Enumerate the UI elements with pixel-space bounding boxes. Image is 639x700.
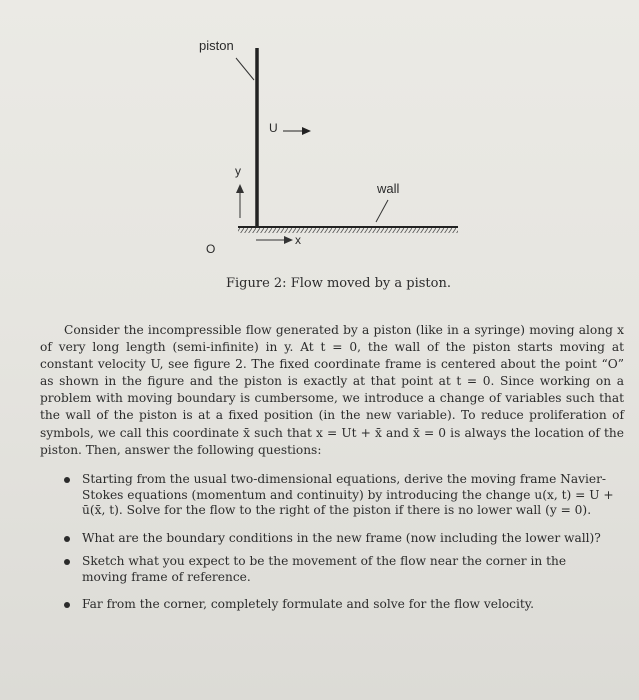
question-item: Far from the corner, completely formulate and solve for the flow velocity. xyxy=(64,597,614,613)
x-axis-label: x xyxy=(295,233,301,247)
y-axis-label: y xyxy=(235,164,241,178)
x-axis-arrowhead xyxy=(284,236,293,244)
wall-pointer xyxy=(376,200,388,222)
origin-label: O xyxy=(206,242,216,256)
problem-paragraph: Consider the incompressible flow generated by a piston (like in a syringe) moving along x of very long length (semi-infinite) in y. At t = 0, the wall of the piston starts moving at constant velocity U, see figure 2. The fixed coordinate frame is centered about the point “O” as shown in the figure and the piston is exactly at that point at t = 0. Since working on a problem with moving boundary is cumbersome, we introduce a change of variables such that the wall of the piston is at a fixed position (in the new variable). To reduce proliferation of symbols, we call this coordinate x̄ such that x = Ut + x̄ and x̄ = 0 is always the location of the piston. Then, answer the following questions: xyxy=(40,323,624,457)
figure-caption: Figure 2: Flow moved by a piston. xyxy=(226,276,451,291)
piston-label: piston xyxy=(199,38,234,53)
question-item: What are the boundary conditions in the new frame (now including the lower wall)? xyxy=(64,531,614,547)
question-item: Sketch what you expect to be the movement of the flow near the corner in the moving frame of reference. xyxy=(64,554,614,585)
piston-pointer xyxy=(236,58,254,80)
piston-figure xyxy=(0,0,639,270)
velocity-label: U xyxy=(269,121,278,135)
y-axis-arrowhead xyxy=(236,184,244,193)
wall-label: wall xyxy=(377,181,400,196)
velocity-arrowhead xyxy=(302,127,311,135)
question-item: Starting from the usual two-dimensional equations, derive the moving frame Navier-Stokes equations (momentum and continuity) by introducing the change u(x, t) = U + ū(x̄, t). Solve for the flow to the right of the piston if there is no lower wall (y = 0). xyxy=(64,472,614,519)
question-list xyxy=(64,472,614,625)
piston-diagram xyxy=(0,0,639,270)
